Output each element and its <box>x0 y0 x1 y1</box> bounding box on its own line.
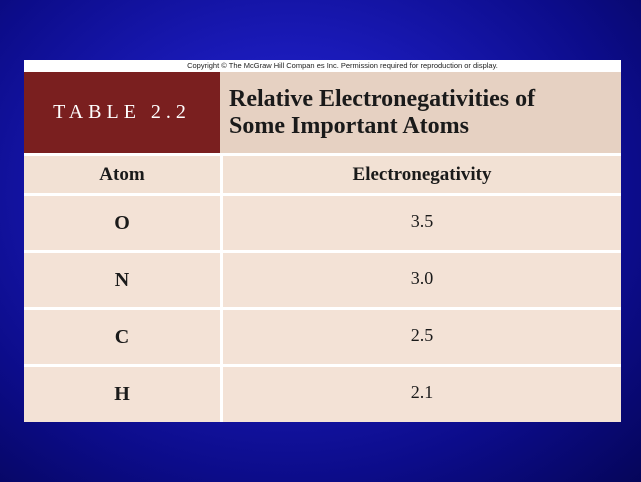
table-row <box>24 196 621 250</box>
column-header-electronegativity: Electronegativity <box>352 164 492 185</box>
table-header-row <box>24 156 621 193</box>
table-row <box>24 367 621 421</box>
column-header-atom: Atom <box>99 164 145 185</box>
atom-cell: H <box>114 383 130 405</box>
slide-panel <box>24 60 621 422</box>
table-row <box>24 310 621 364</box>
atom-cell: C <box>114 326 130 348</box>
table-title <box>229 86 614 140</box>
electronegativity-cell: 3.5 <box>410 211 434 231</box>
atom-cell: O <box>114 212 130 234</box>
electronegativity-table <box>24 72 621 422</box>
electronegativity-cell: 2.5 <box>410 325 434 345</box>
atom-cell: N <box>114 269 130 291</box>
electronegativity-cell: 3.0 <box>410 268 434 288</box>
table-title-line-1: Relative Electronegativities of <box>229 86 536 112</box>
electronegativity-cell: 2.1 <box>410 382 434 402</box>
table-title-row <box>24 72 621 153</box>
table-number-badge: TABLE 2.2 <box>24 72 220 153</box>
table-title-line-2: Some Important Atoms <box>229 113 469 139</box>
table-row <box>24 253 621 307</box>
copyright-notice: Copyright © The McGraw Hill Compan es Inc. Permission required for reproduction or display. <box>187 61 498 70</box>
